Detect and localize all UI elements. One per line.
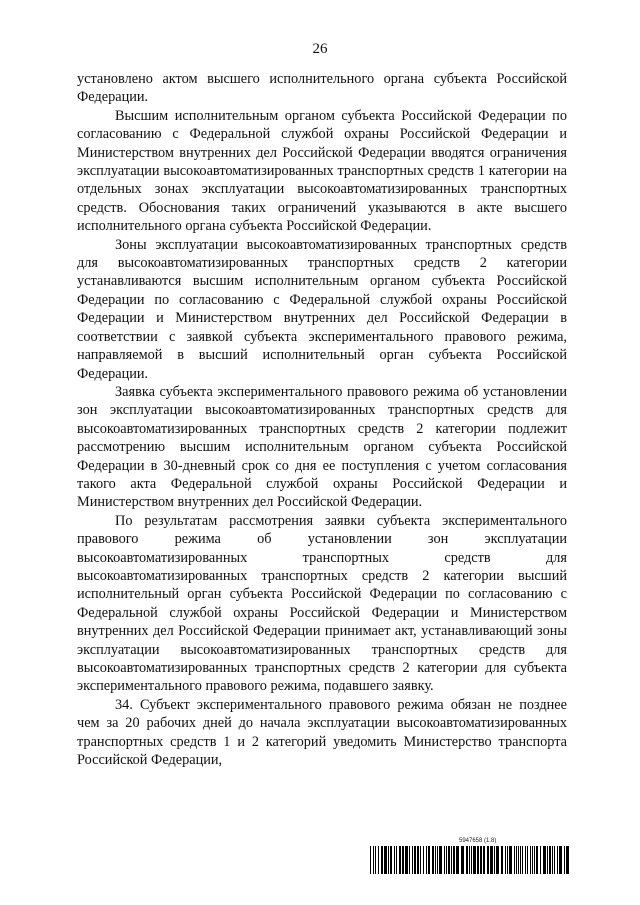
paragraph: Высшим исполнительным органом субъекта Российской Федерации по согласованию с Федеральной службой охраны Российской Федерации и Министерством внутренних дел Российской Федерации вводятся ограничения эксплуатации высокоавтоматизированных транспортных средств 1 категории на отдельных зонах эксплуатации высокоавтоматизированных транспортных средств. Обоснования таких ограничений указываются в акте высшего исполнительного органа субъекта Российской Федерации. [77,107,567,235]
paragraph: Зоны эксплуатации высокоавтоматизированных транспортных средств для высокоавтоматизированных транспортных средств 2 категории устанавливаются высшим исполнительным органом субъекта Российской Федерации по согласованию с Федеральной службой охраны Российской Федерации и Министерством внутренних дел Российской Федерации в соответствии с заявкой субъекта экспериментального правового режима, направляемой в высший исполнительный орган субъекта Российской Федерации. [77,236,567,382]
document-footer [370,838,570,878]
document-body [77,70,567,769]
paragraph: По результатам рассмотрения заявки субъекта экспериментального правового режима об установлении зон эксплуатации высокоавтоматизированных транспортных средств для высокоавтоматизированных транспортных средств 2 категории высший исполнительный орган субъекта Российской Федерации по согласованию с Федеральной службой охраны Российской Федерации и Министерством внутренних дел Российской Федерации принимает акт, устанавливающий зоны эксплуатации высокоавтоматизированных транспортных средств для высокоавтоматизированных транспортных средств 2 категории для субъекта экспериментального правового режима, подавшего заявку. [77,512,567,695]
paragraph: Заявка субъекта экспериментального правового режима об установлении зон эксплуатации высокоавтоматизированных транспортных средств для высокоавтоматизированных транспортных средств 2 категории подлежит рассмотрению высшим исполнительным органом субъекта Российской Федерации в 30-дневный срок со дня ее поступления с учетом согласования такого акта Федеральной службой охраны Российской Федерации и Министерством внутренних дел Российской Федерации. [77,383,567,511]
paragraph-last: 34. Субъект экспериментального правового режима обязан не позднее чем за 20 рабочих дней до начала эксплуатации высокоавтоматизированных транспортных средств 1 и 2 категорий уведомить Министерство транспорта Российской Федерации, [77,696,567,769]
barcode-icon [370,846,570,874]
paragraph: установлено актом высшего исполнительного органа субъекта Российской Федерации. [77,71,567,106]
document-code: 5947658 (1.8) [459,838,497,844]
page-number: 26 [312,41,328,57]
